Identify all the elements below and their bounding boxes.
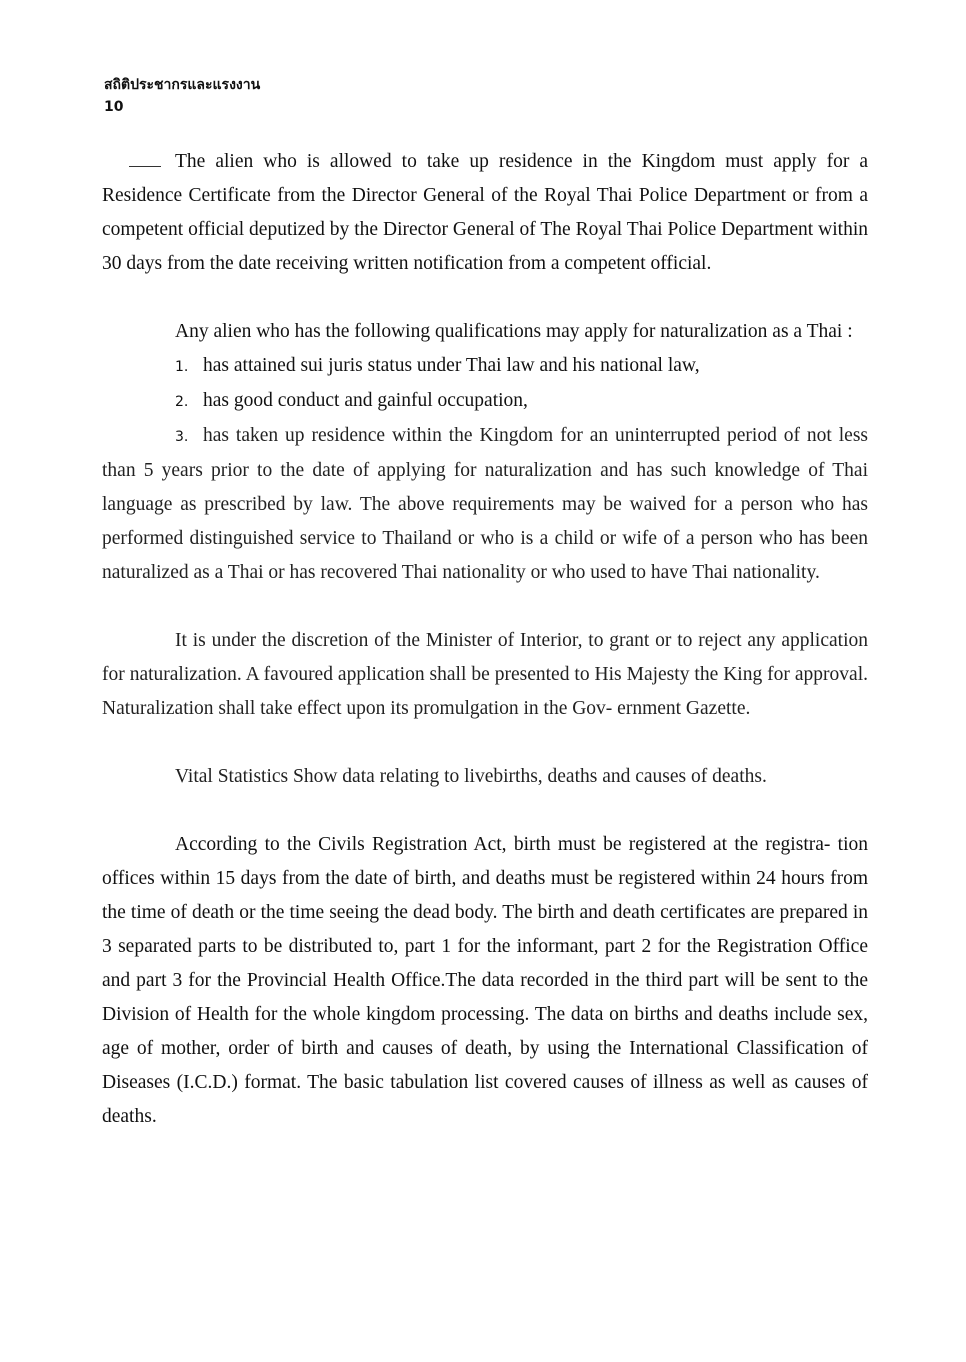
list-item-text: has attained sui juris status under Thai law and his national law, bbox=[203, 355, 700, 376]
list-item-text: has good conduct and gainful occupation, bbox=[203, 390, 528, 411]
paragraph-residence-certificate bbox=[102, 145, 868, 281]
list-number: 2. bbox=[175, 394, 189, 410]
paragraph-text: The alien who is allowed to take up residence in the Kingdom must apply for a Residence Certificate from the Director General of the Royal Thai Police Department or from a competent official deputized by the Director General of The Royal Thai Police Department within 30 days from the date receiving written notification from a competent official. bbox=[102, 151, 868, 274]
list-item-text: has taken up residence within the Kingdom for an uninterrupted period of not less than 5 years prior to the date of applying for naturalization and has such knowledge of Thai language as prescribed by law. The above requirements may be waived for a person who has performed distinguished service to Thailand or who is a child or wife of a person who has been naturalized as a Thai or has recovered Thai nationality or who used to have Thai nationality. bbox=[102, 425, 868, 583]
list-number: 3. bbox=[175, 429, 189, 445]
page-number: 10 bbox=[104, 99, 124, 115]
body-text bbox=[102, 145, 868, 1134]
paragraph-minister-discretion: It is under the discretion of the Minister of Interior, to grant or to reject any application for naturalization. A favoured application shall be presented to His Majesty the King for approval. Naturalization shall take effect upon its promulgation in the Gov- ernment Gazette. bbox=[102, 630, 868, 719]
list-number: 1. bbox=[175, 359, 189, 375]
list-item bbox=[102, 349, 868, 384]
list-item bbox=[102, 419, 868, 590]
page-header bbox=[104, 74, 260, 118]
paragraph-vital-statistics: Vital Statistics Show data relating to livebirths, deaths and causes of deaths. bbox=[175, 766, 767, 787]
list-item bbox=[102, 384, 868, 419]
paragraph-civil-registration: According to the Civils Registration Act, birth must be registered at the registra- tion offices within 15 days from the date of birth, and deaths must be registered within 24 hours from the time of death or the time seeing the dead body. The birth and death certificates are prepared in 3 separated parts to be distributed to, part 1 for the informant, part 2 for the Registration Office and part 3 for the Provincial Health Office.The data recorded in the third part will be sent to the Division of Health for the whole kingdom processing. The data on births and deaths include sex, age of mother, order of birth and causes of death, by using the International Classification of Diseases (I.C.D.) format. The basic tabulation list covered causes of illness as well as causes of deaths. bbox=[102, 834, 868, 1127]
running-title: สถิติประชากรและแรงงาน bbox=[104, 77, 261, 93]
dash-mark bbox=[129, 154, 161, 167]
paragraph-naturalization-intro: Any alien who has the following qualifications may apply for naturalization as a Thai : bbox=[175, 321, 853, 342]
